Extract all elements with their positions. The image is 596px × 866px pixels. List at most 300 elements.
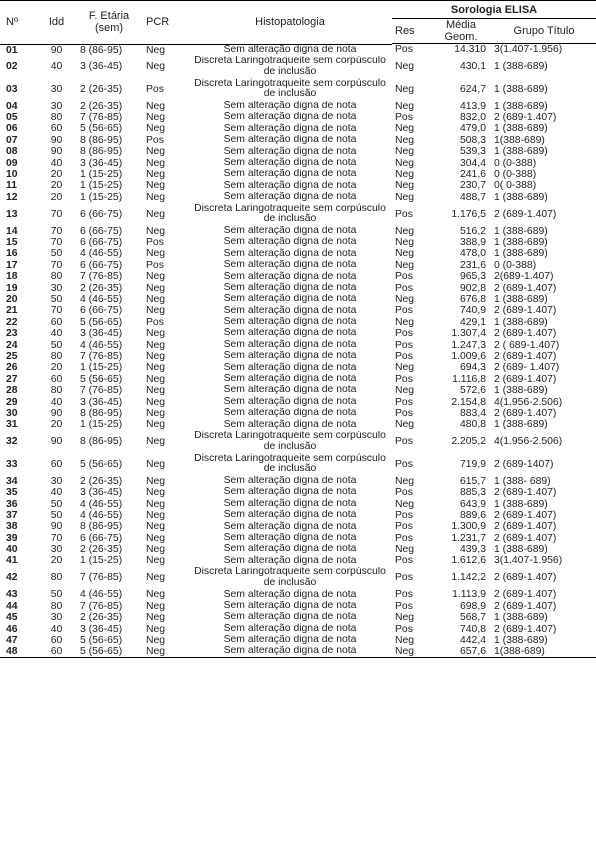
cell-faixa-etaria: 7 (76-85) bbox=[80, 572, 123, 584]
table-row bbox=[0, 544, 596, 555]
table-row bbox=[0, 271, 596, 282]
cell-pcr: Neg bbox=[146, 112, 166, 124]
table-row bbox=[0, 101, 596, 112]
table-row bbox=[0, 294, 596, 305]
table-row bbox=[0, 601, 596, 612]
cell-pcr: Neg bbox=[146, 572, 166, 584]
cell-pcr: Neg bbox=[146, 623, 166, 635]
cell-pcr: Neg bbox=[146, 351, 166, 362]
cell-faixa-etaria: 7 (76-85) bbox=[80, 351, 123, 362]
cell-grupo-titulo: 0( 0-388) bbox=[494, 180, 537, 192]
cell-idd: 70 bbox=[50, 259, 63, 271]
cell-grupo-titulo: 2 (689-1.407) bbox=[494, 509, 557, 521]
cell-media-geom: 572,6 bbox=[459, 385, 486, 397]
cell-faixa-etaria: 2 (26-35) bbox=[80, 475, 123, 487]
cell-media-geom: 889,6 bbox=[459, 509, 486, 521]
cell-res: Pos bbox=[395, 532, 413, 544]
cell-histopatologia: Sem alteração digna de nota bbox=[223, 509, 357, 521]
cell-pcr: Neg bbox=[146, 123, 166, 135]
cell-n: 11 bbox=[6, 180, 17, 192]
cell-pcr: Neg bbox=[146, 282, 166, 294]
cell-media-geom: 508,3 bbox=[459, 134, 486, 146]
cell-media-geom: 698,9 bbox=[459, 600, 486, 612]
cell-n: 33 bbox=[6, 458, 18, 470]
cell-media-geom: 478,0 bbox=[459, 248, 486, 260]
cell-grupo-titulo: 3(1.407-1.956) bbox=[494, 44, 563, 56]
cell-res: Neg bbox=[395, 83, 415, 95]
table-row bbox=[0, 317, 596, 328]
table-row bbox=[0, 498, 596, 509]
cell-faixa-etaria: 1 (15-25) bbox=[80, 419, 123, 431]
cell-grupo-titulo: 3(1.407-1.956) bbox=[494, 555, 563, 567]
cell-histopatologia: Discreta Laringotraqueite sem corpúsculo de inclusão bbox=[194, 55, 386, 77]
cell-pcr: Neg bbox=[146, 169, 166, 181]
cell-grupo-titulo: 1(388-689) bbox=[494, 134, 545, 146]
cell-n: 48 bbox=[0, 646, 37, 658]
cell-n: 01 bbox=[6, 44, 18, 56]
cell-res: Pos bbox=[395, 458, 413, 470]
cell-idd: 20 bbox=[50, 191, 63, 203]
cell-n: 26 bbox=[6, 362, 18, 374]
cell-media-geom: 902,8 bbox=[459, 282, 486, 294]
cell-grupo-titulo: 4(1.956-2.506) bbox=[494, 396, 563, 408]
cell-media-geom: 241,6 bbox=[459, 169, 486, 181]
cell-histopatologia: Sem alteração digna de nota bbox=[223, 373, 357, 385]
cell-grupo-titulo: 2 (689-1.407) bbox=[494, 487, 557, 499]
cell-res: Pos bbox=[395, 600, 413, 612]
cell-n: 21 bbox=[6, 305, 18, 317]
cell-media-geom: 1.612,6 bbox=[451, 555, 486, 567]
cell-idd: 90 bbox=[50, 44, 63, 56]
cell-faixa-etaria: 3 (36-45) bbox=[80, 61, 123, 73]
cell-histopatologia: Sem alteração digna de nota bbox=[223, 600, 357, 611]
cell-n: 35 bbox=[6, 487, 18, 499]
cell-pcr: Neg bbox=[146, 225, 166, 237]
cell-pcr: Neg bbox=[146, 362, 166, 374]
cell-faixa-etaria: 4 (46-55) bbox=[80, 589, 123, 601]
cell-res: Pos bbox=[395, 509, 413, 521]
cell-res: Neg bbox=[395, 134, 415, 146]
cell-res: Neg bbox=[395, 225, 415, 237]
cell-grupo-titulo: 2 (689-1.407) bbox=[494, 351, 557, 362]
cell-faixa-etaria: 3 (36-45) bbox=[80, 328, 123, 340]
cell-n: 32 bbox=[6, 436, 18, 448]
header-grupo-titulo: Grupo Título bbox=[492, 19, 596, 44]
table-row bbox=[0, 589, 596, 600]
cell-idd: 60 bbox=[37, 646, 76, 658]
cell-idd: 30 bbox=[50, 100, 63, 112]
cell-histopatologia: Sem alteração digna de nota bbox=[223, 419, 357, 430]
cell-histopatologia: Sem alteração digna de nota bbox=[223, 498, 357, 509]
cell-media-geom: 479,0 bbox=[459, 123, 486, 135]
cell-media-geom: 1.113,9 bbox=[452, 589, 486, 601]
cell-faixa-etaria: 8 (86-95) bbox=[80, 436, 123, 448]
cell-grupo-titulo: 2 (689-1.407) bbox=[494, 328, 557, 340]
cell-grupo-titulo: 2 (689-1.407) bbox=[494, 589, 557, 601]
cell-idd: 50 bbox=[50, 498, 63, 510]
cell-n: 17 bbox=[6, 259, 18, 271]
cell-grupo-titulo: 2 (689-1407) bbox=[494, 458, 554, 470]
cell-media-geom: 304,4 bbox=[459, 157, 486, 169]
cell-media-geom: 1.116,8 bbox=[452, 373, 486, 385]
cell-histopatologia: Sem alteração digna de nota bbox=[223, 180, 357, 191]
cell-n: 12 bbox=[6, 191, 18, 203]
cell-grupo-titulo: 1 (388-689) bbox=[494, 634, 548, 646]
cell-idd: 70 bbox=[50, 237, 63, 249]
cell-faixa-etaria: 5 (56-65) bbox=[80, 634, 123, 646]
cell-res: Neg bbox=[395, 475, 415, 487]
cell-histopatologia: Sem alteração digna de nota bbox=[223, 611, 357, 623]
cell-media-geom: 413,9 bbox=[459, 100, 486, 112]
table-row bbox=[0, 146, 596, 157]
cell-idd: 80 bbox=[50, 271, 63, 283]
table-row bbox=[0, 521, 596, 532]
table-row bbox=[0, 169, 596, 180]
cell-media-geom: 885,3 bbox=[459, 487, 486, 499]
cell-res: Pos bbox=[395, 521, 413, 533]
cell-res: Neg bbox=[395, 146, 415, 158]
cell-faixa-etaria: 5 (56-65) bbox=[76, 646, 142, 658]
cell-res: Neg bbox=[395, 316, 415, 328]
cell-grupo-titulo: 2 (689-1.407) bbox=[494, 623, 557, 635]
table-row bbox=[0, 112, 596, 123]
cell-grupo-titulo: 1 (388-689) bbox=[494, 191, 548, 203]
cell-res: Pos bbox=[395, 589, 413, 601]
cell-idd: 80 bbox=[50, 385, 63, 397]
cell-faixa-etaria: 4 (46-55) bbox=[80, 498, 123, 510]
cell-n: 03 bbox=[6, 83, 18, 95]
cell-pcr: Neg bbox=[146, 339, 166, 351]
cell-idd: 70 bbox=[50, 532, 63, 544]
cell-grupo-titulo: 2 (689-1.407) bbox=[494, 407, 557, 419]
cell-res: Pos bbox=[395, 112, 413, 124]
cell-n: 22 bbox=[6, 316, 18, 328]
cell-faixa-etaria: 1 (15-25) bbox=[80, 555, 123, 567]
table-row bbox=[0, 282, 596, 293]
cell-histopatologia: Sem alteração digna de nota bbox=[223, 407, 357, 419]
cell-media-geom: 657,6 bbox=[430, 646, 492, 658]
cell-histopatologia: Sem alteração digna de nota bbox=[223, 543, 357, 555]
cell-media-geom: 1.247,3 bbox=[451, 339, 486, 351]
cell-n: 08 bbox=[6, 146, 18, 158]
table-row bbox=[0, 419, 596, 430]
cell-idd: 90 bbox=[50, 146, 63, 158]
table-row bbox=[0, 56, 596, 79]
cell-pcr: Neg bbox=[146, 157, 166, 169]
cell-pcr: Neg bbox=[146, 612, 166, 624]
cell-idd: 60 bbox=[50, 316, 63, 328]
cell-histopatologia: Sem alteração digna de nota bbox=[223, 123, 357, 134]
table-header bbox=[0, 1, 596, 45]
cell-idd: 50 bbox=[50, 339, 63, 351]
cell-idd: 90 bbox=[50, 436, 63, 448]
cell-n: 47 bbox=[6, 634, 18, 646]
cell-faixa-etaria: 6 (66-75) bbox=[80, 532, 123, 544]
cell-faixa-etaria: 6 (66-75) bbox=[80, 208, 123, 220]
cell-faixa-etaria: 1 (15-25) bbox=[80, 191, 123, 203]
cell-pcr: Pos bbox=[146, 259, 164, 271]
cell-pcr: Neg bbox=[146, 419, 166, 431]
cell-idd: 40 bbox=[50, 396, 63, 408]
table-row bbox=[0, 157, 596, 168]
cell-media-geom: 719,9 bbox=[459, 458, 486, 470]
cell-pcr: Pos bbox=[146, 83, 164, 95]
cell-grupo-titulo: 1 (388-689) bbox=[494, 419, 548, 431]
cell-pcr: Neg bbox=[146, 509, 166, 521]
cell-idd: 90 bbox=[50, 134, 63, 146]
table-row bbox=[0, 237, 596, 248]
cell-grupo-titulo: 2 (689-1.407) bbox=[494, 112, 557, 124]
cell-histopatologia: Sem alteração digna de nota bbox=[223, 157, 357, 168]
cell-faixa-etaria: 3 (36-45) bbox=[80, 487, 123, 499]
cell-pcr: Neg bbox=[146, 458, 166, 470]
cell-res: Pos bbox=[395, 436, 413, 448]
table-body bbox=[0, 44, 596, 658]
cell-histopatologia: Sem alteração digna de nota bbox=[188, 646, 392, 658]
cell-faixa-etaria: 5 (56-65) bbox=[80, 458, 123, 470]
cell-faixa-etaria: 6 (66-75) bbox=[80, 237, 123, 249]
cell-idd: 30 bbox=[50, 83, 63, 95]
cell-histopatologia: Sem alteração digna de nota bbox=[223, 271, 357, 282]
table-row bbox=[0, 192, 596, 203]
cell-idd: 60 bbox=[50, 123, 63, 135]
cell-pcr: Neg bbox=[146, 487, 166, 499]
cell-n: 15 bbox=[6, 237, 18, 249]
cell-idd: 90 bbox=[50, 407, 63, 419]
cell-pcr: Neg bbox=[146, 100, 166, 112]
header-pcr: PCR bbox=[142, 1, 188, 44]
cell-histopatologia: Discreta Laringotraqueite sem corpúsculo de inclusão bbox=[194, 453, 386, 475]
cell-faixa-etaria: 8 (86-95) bbox=[80, 407, 123, 419]
cell-grupo-titulo: 1 (388-689) bbox=[494, 146, 548, 158]
cell-histopatologia: Sem alteração digna de nota bbox=[223, 168, 357, 180]
cell-idd: 30 bbox=[50, 544, 63, 556]
cell-pcr: Pos bbox=[146, 316, 164, 328]
table-row bbox=[0, 612, 596, 623]
cell-faixa-etaria: 1 (15-25) bbox=[80, 169, 123, 181]
cell-faixa-etaria: 7 (76-85) bbox=[80, 271, 123, 283]
cell-media-geom: 1.142,2 bbox=[451, 572, 486, 584]
header-histopatologia: Histopatologia bbox=[188, 1, 392, 44]
cell-media-geom: 1.009,6 bbox=[451, 351, 486, 362]
cell-n: 24 bbox=[6, 339, 18, 351]
cell-res: Neg bbox=[392, 646, 430, 658]
cell-res: Neg bbox=[395, 612, 415, 624]
cell-media-geom: 230,7 bbox=[459, 180, 486, 192]
cell-pcr: Neg bbox=[146, 589, 166, 601]
cell-pcr: Neg bbox=[146, 248, 166, 260]
cell-n: 25 bbox=[6, 351, 18, 362]
cell-faixa-etaria: 2 (26-35) bbox=[80, 100, 123, 112]
cell-pcr: Neg bbox=[146, 373, 166, 385]
cell-histopatologia: Discreta Laringotraqueite sem corpúsculo de inclusão bbox=[194, 430, 386, 452]
cell-pcr: Neg bbox=[146, 191, 166, 203]
cell-n: 09 bbox=[6, 157, 18, 169]
cell-idd: 20 bbox=[50, 180, 63, 192]
cell-faixa-etaria: 8 (86-95) bbox=[80, 521, 123, 533]
table-row bbox=[0, 339, 596, 350]
cell-idd: 90 bbox=[50, 521, 63, 533]
cell-faixa-etaria: 7 (76-85) bbox=[80, 112, 123, 124]
header-sorologia: Sorologia ELISA bbox=[392, 1, 596, 19]
cell-idd: 60 bbox=[50, 373, 63, 385]
cell-n: 28 bbox=[6, 385, 18, 397]
cell-histopatologia: Sem alteração digna de nota bbox=[223, 305, 357, 316]
cell-res: Neg bbox=[395, 169, 415, 181]
table-row bbox=[0, 305, 596, 316]
cell-faixa-etaria: 8 (86-95) bbox=[80, 146, 123, 158]
cell-media-geom: 694,3 bbox=[459, 362, 486, 374]
cell-grupo-titulo: 1 (388-689) bbox=[494, 316, 548, 328]
cell-grupo-titulo: 1 (388-689) bbox=[494, 61, 548, 73]
table-row bbox=[0, 203, 596, 226]
cell-pcr: Neg bbox=[146, 436, 166, 448]
cell-media-geom: 676,8 bbox=[459, 294, 486, 306]
cell-media-geom: 832,0 bbox=[459, 112, 486, 124]
cell-media-geom: 516,2 bbox=[459, 225, 486, 237]
cell-res: Neg bbox=[395, 419, 415, 431]
cell-idd: 80 bbox=[50, 351, 63, 362]
cell-idd: 40 bbox=[50, 623, 63, 635]
cell-res: Pos bbox=[395, 339, 413, 351]
cell-res: Neg bbox=[395, 498, 415, 510]
cell-faixa-etaria: 7 (76-85) bbox=[80, 600, 123, 612]
cell-histopatologia: Sem alteração digna de nota bbox=[223, 191, 357, 203]
cell-n: 05 bbox=[6, 112, 18, 124]
cell-res: Neg bbox=[395, 61, 415, 73]
cell-n: 18 bbox=[6, 271, 18, 283]
cell-n: 14 bbox=[6, 225, 18, 237]
cell-n: 46 bbox=[6, 623, 18, 635]
cell-idd: 20 bbox=[50, 419, 63, 431]
cell-grupo-titulo: 1(388-689) bbox=[492, 646, 596, 658]
table-row bbox=[0, 135, 596, 146]
cell-res: Neg bbox=[395, 259, 415, 271]
cell-faixa-etaria: 1 (15-25) bbox=[80, 362, 123, 374]
table-row bbox=[0, 180, 596, 191]
table-row bbox=[0, 623, 596, 634]
cell-grupo-titulo: 1 (388-689) bbox=[494, 248, 548, 260]
table-row bbox=[0, 476, 596, 487]
cell-n: 39 bbox=[6, 532, 18, 544]
cell-histopatologia: Sem alteração digna de nota bbox=[223, 111, 357, 123]
cell-pcr: Neg bbox=[146, 208, 166, 220]
cell-pcr: Neg bbox=[146, 544, 166, 556]
cell-histopatologia: Sem alteração digna de nota bbox=[223, 589, 357, 600]
cell-faixa-etaria: 8 (86-95) bbox=[80, 44, 123, 56]
cell-media-geom: 568,7 bbox=[459, 612, 486, 624]
cell-faixa-etaria: 2 (26-35) bbox=[80, 544, 123, 556]
cell-grupo-titulo: 2 (689-1.407) bbox=[494, 600, 557, 612]
cell-faixa-etaria: 2 (26-35) bbox=[80, 282, 123, 294]
cell-pcr: Neg bbox=[146, 385, 166, 397]
cell-media-geom: 430,1 bbox=[459, 61, 486, 73]
cell-n: 40 bbox=[6, 544, 18, 556]
cell-res: Pos bbox=[395, 305, 413, 317]
cell-idd: 40 bbox=[50, 487, 63, 499]
cell-idd: 30 bbox=[50, 475, 63, 487]
cell-grupo-titulo: 1 (388-689) bbox=[494, 385, 548, 397]
cell-histopatologia: Sem alteração digna de nota bbox=[223, 384, 357, 396]
cell-n: 31 bbox=[6, 419, 18, 431]
cell-grupo-titulo: 2 ( 689-1.407) bbox=[494, 339, 560, 351]
table-row bbox=[0, 44, 596, 56]
cell-pcr: Neg bbox=[146, 271, 166, 283]
cell-pcr: Neg bbox=[146, 555, 166, 567]
cell-grupo-titulo: 1 (388- 689) bbox=[494, 475, 551, 487]
cell-histopatologia: Sem alteração digna de nota bbox=[223, 486, 357, 498]
cell-idd: 20 bbox=[50, 555, 63, 567]
cell-faixa-etaria: 4 (46-55) bbox=[80, 339, 123, 351]
cell-pcr: Neg bbox=[146, 44, 166, 56]
cell-res: Pos bbox=[395, 271, 413, 283]
cell-faixa-etaria: 3 (36-45) bbox=[80, 396, 123, 408]
cell-n: 34 bbox=[6, 475, 18, 487]
cell-grupo-titulo: 2 (689-1.407) bbox=[494, 305, 557, 317]
cell-histopatologia: Sem alteração digna de nota bbox=[223, 339, 357, 350]
cell-media-geom: 2.154,8 bbox=[451, 396, 486, 408]
cell-idd: 30 bbox=[50, 612, 63, 624]
cell-n: 19 bbox=[6, 282, 18, 294]
cell-faixa-etaria: 2 (26-35) bbox=[80, 83, 123, 95]
cell-pcr: Neg bbox=[146, 305, 166, 317]
cell-histopatologia: Sem alteração digna de nota bbox=[223, 555, 357, 566]
cell-grupo-titulo: 1 (388-689) bbox=[494, 498, 548, 510]
cell-media-geom: 480,8 bbox=[459, 419, 486, 431]
cell-pcr: Neg bbox=[146, 294, 166, 306]
cell-n: 36 bbox=[6, 498, 18, 510]
cell-idd: 50 bbox=[50, 509, 63, 521]
cell-histopatologia: Sem alteração digna de nota bbox=[223, 134, 357, 146]
table-row bbox=[0, 226, 596, 237]
cell-media-geom: 1.307,4 bbox=[451, 328, 486, 340]
table-row bbox=[0, 431, 596, 454]
cell-faixa-etaria: 5 (56-65) bbox=[80, 373, 123, 385]
header-faixa-etaria: F. Etária (sem) bbox=[76, 1, 142, 44]
cell-pcr: Neg bbox=[146, 396, 166, 408]
cell-histopatologia: Sem alteração digna de nota bbox=[223, 350, 357, 362]
cell-histopatologia: Sem alteração digna de nota bbox=[223, 100, 357, 111]
cell-grupo-titulo: 2 (689-1.407) bbox=[494, 373, 557, 385]
cell-idd: 20 bbox=[50, 169, 63, 181]
cell-histopatologia: Sem alteração digna de nota bbox=[223, 316, 357, 328]
header-media-geom: Média Geom. bbox=[430, 19, 492, 44]
cell-idd: 60 bbox=[50, 634, 63, 646]
cell-media-geom: 14.310 bbox=[454, 44, 486, 56]
cell-idd: 70 bbox=[50, 225, 63, 237]
cell-grupo-titulo: 2 (689-1.407) bbox=[494, 572, 557, 584]
cell-res: Pos bbox=[395, 407, 413, 419]
cell-histopatologia: Discreta Laringotraqueite sem corpúsculo de inclusão bbox=[194, 566, 386, 588]
table-row bbox=[0, 635, 596, 646]
cell-idd: 80 bbox=[50, 112, 63, 124]
cell-histopatologia: Sem alteração digna de nota bbox=[223, 634, 357, 646]
table-row bbox=[0, 510, 596, 521]
cell-histopatologia: Discreta Laringotraqueite sem corpúsculo de inclusão bbox=[194, 203, 386, 225]
cell-media-geom: 740,8 bbox=[459, 623, 486, 635]
cell-pcr: Neg bbox=[142, 646, 188, 658]
cell-histopatologia: Sem alteração digna de nota bbox=[223, 282, 357, 293]
cell-grupo-titulo: 1 (388-689) bbox=[494, 123, 548, 135]
cell-idd: 80 bbox=[50, 572, 63, 584]
cell-faixa-etaria: 7 (76-85) bbox=[80, 385, 123, 397]
cell-faixa-etaria: 4 (46-55) bbox=[80, 294, 123, 306]
cell-pcr: Neg bbox=[146, 532, 166, 544]
cell-media-geom: 740,9 bbox=[459, 305, 486, 317]
cell-histopatologia: Sem alteração digna de nota bbox=[223, 623, 357, 634]
cell-n: 10 bbox=[6, 169, 18, 181]
cell-idd: 50 bbox=[50, 248, 63, 260]
